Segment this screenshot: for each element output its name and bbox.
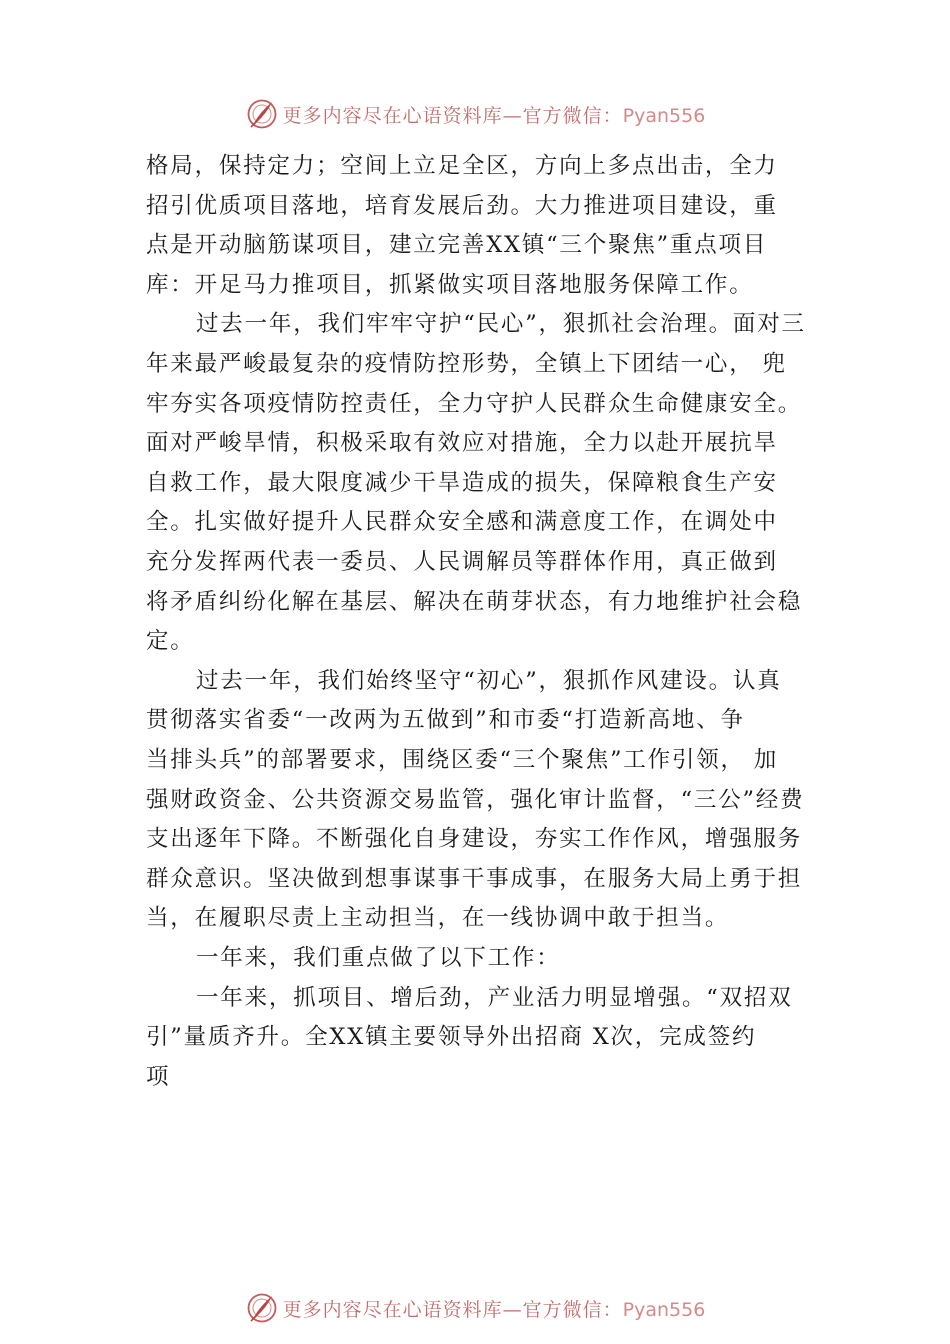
body-text-line: 过去一年，我们始终坚守“初心”，狠抓作风建设。认真: [196, 667, 782, 694]
body-text-line: 一年来，抓项目、增后劲，产业活力明显增强。“双招双: [196, 984, 793, 1011]
body-text-line: 支出逐年下降。不断强化自身建设，夯实工作作风，增强服务: [146, 826, 803, 853]
body-text-line: 项: [146, 1063, 171, 1090]
watermark-text: 更多内容尽在心语资料库—官方微信：Pyan556: [282, 104, 706, 127]
body-text-line: 引”量质齐升。全XX镇主要领导外出招商 X次，完成签约: [146, 1024, 757, 1051]
body-text-line: 过去一年，我们牢牢守护“民心”，狠抓社会治理。面对三: [196, 311, 806, 338]
body-text-line: 群众意识。坚决做到想事谋事干事成事，在服务大局上勇于担: [146, 865, 803, 892]
body-text-line: 库：开足马力推项目，抓紧做实项目落地服务保障工作。: [146, 271, 754, 298]
body-text-line: 面对严峻旱情，积极采取有效应对措施，全力以赴开展抗旱: [146, 430, 778, 457]
body-text-line: 贯彻落实省委“一改两为五做到”和市委“打造新高地、争: [146, 707, 745, 734]
body-text-line: 牢夯实各项疫情防控责任，全力守护人民群众生命健康安全。: [146, 390, 803, 417]
body-text-line: 招引优质项目落地，培育发展后劲。大力推进项目建设，重: [146, 192, 778, 219]
body-text-line: 格局，保持定力；空间上立足全区，方向上多点出击，全力: [146, 153, 778, 179]
quill-logo-icon: [245, 1291, 279, 1325]
body-text-line: 当，在履职尽责上主动担当，在一线协调中敢于担当。: [146, 905, 730, 932]
body-text-line: 自救工作，最大限度减少干旱造成的损失，保障粮食生产安: [146, 469, 778, 496]
body-text-line: 全。扎实做好提升人民群众安全感和满意度工作，在调处中: [146, 509, 778, 536]
body-text-line: 强财政资金、公共资源交易监管，强化审计监督，“三公”经费: [146, 786, 805, 813]
quill-logo-icon: [245, 97, 279, 131]
body-text-line: 充分发挥两代表一委员、人民调解员等群体作用，真正做到: [146, 549, 778, 575]
body-text-line: 年来最严峻最复杂的疫情防控形势，全镇上下团结一心， 兜: [146, 351, 787, 377]
watermark-header: [0, 94, 950, 134]
body-text-line: 当排头兵”的部署要求，围绕区委“三个聚焦”工作引领， 加: [146, 747, 779, 773]
body-text-line: 一年来，我们重点做了以下工作：: [196, 945, 561, 971]
watermark-text: 更多内容尽在心语资料库—官方微信：Pyan556: [282, 1298, 706, 1321]
watermark-footer: [0, 1288, 950, 1328]
wechat-id: Pyan556: [622, 104, 706, 127]
body-text-line: 将矛盾纠纷化解在基层、解决在萌芽状态，有力地维护社会稳: [146, 588, 803, 615]
body-text-line: 定。: [146, 628, 195, 655]
body-text-line: 点是开动脑筋谋项目，建立完善XX镇“三个聚焦”重点项目: [146, 232, 768, 259]
wechat-id: Pyan556: [622, 1298, 706, 1321]
